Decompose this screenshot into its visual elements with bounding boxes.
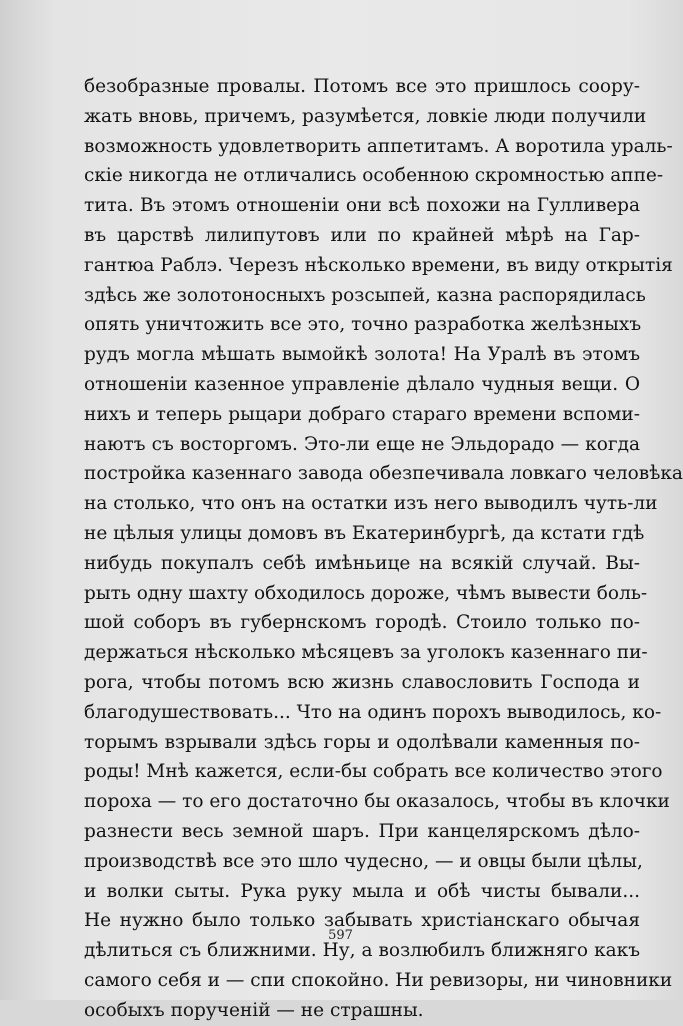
text-line: постройка казеннаго завода обезпечивала ловкаго человѣка [84,463,683,485]
text-line: шой соборъ въ губернскомъ городѣ. Стоило только по- [84,612,640,634]
text-line: гантюа Раблэ. Черезъ нѣсколько времени, въ виду открытія [84,254,673,276]
text-line: здѣсь же золотоносныхъ розсыпей, казна распорядилась [84,284,646,306]
text-line: особыхъ порученій — не страшны. [84,999,424,1021]
text-line: отношеніи казенное управленіе дѣлало чудныя вещи. О [84,373,640,395]
text-line: безобразные провалы. Потомъ все это пришлось соору- [84,76,640,97]
text-line: благодушествовать... Что на одинъ порохъ выводилось, ко- [84,701,662,723]
text-line: пороха — то его достаточно бы оказалось, чтобы въ клочки [84,791,670,813]
text-line: производствѣ все это шло чудесно, — и овцы были цѣлы, [84,850,643,872]
text-line: жать вновь, причемъ, разумѣется, ловкіе люди получили [84,105,647,127]
text-line: самого себя и — спи спокойно. Ни ревизоры, ни чиновники [84,969,673,991]
text-line: тита. Въ этомъ отношеніи они всѣ похожи на Гулливера [84,195,640,217]
text-line: держаться нѣсколько мѣсяцевъ за уголокъ казеннаго пи- [84,642,648,664]
text-line: наютъ съ восторгомъ. Это-ли еще не Эльдорадо — когда [84,433,640,455]
text-line: разнести весь земной шаръ. При канцелярскомъ дѣло- [84,820,640,842]
text-line: торымъ взрывали здѣсь горы и одолѣвали каменныя по- [84,731,640,753]
text-line: возможность удовлетворить аппетитамъ. А воротила ураль- [84,135,673,157]
body-text [84,72,683,1026]
text-line: въ царствѣ лилипутовъ или по крайней мѣрѣ на Гар- [84,224,640,246]
text-line: дѣлиться съ ближними. Ну, а возлюбилъ ближняго какъ [84,940,640,962]
text-line: не цѣлыя улицы домовъ въ Екатеринбургѣ, да кстати гдѣ [84,522,645,544]
text-line: нибудь покупалъ себѣ имѣньице на всякій случай. Вы- [84,552,640,574]
text-line: нихъ и теперь рыцари добраго стараго времени вспоми- [84,403,640,425]
text-line: роды! Мнѣ кажется, если-бы собрать все количество этого [84,761,663,783]
page-number: 597 [328,928,353,943]
text-line: рудъ могла мѣшать вымойкѣ золота! На Уралѣ въ этомъ [84,344,640,366]
text-line: на столько, что онъ на остатки изъ него выводилъ чуть-ли [84,493,658,515]
text-line: скіе никогда не отличались особенною скромностью аппе- [84,165,664,187]
text-line: Не нужно было только забывать христіанскаго обычая [84,910,640,932]
text-line: рыть одну шахту обходилось дороже, чѣмъ вывести боль- [84,582,648,604]
text-line: и волки сыты. Рука руку мыла и обѣ чисты бывали... [84,880,640,902]
text-line: опять уничтожить все это, точно разработка желѣзныхъ [84,314,642,336]
text-line: рога, чтобы потомъ всю жизнь славословить Господа и [84,671,640,693]
